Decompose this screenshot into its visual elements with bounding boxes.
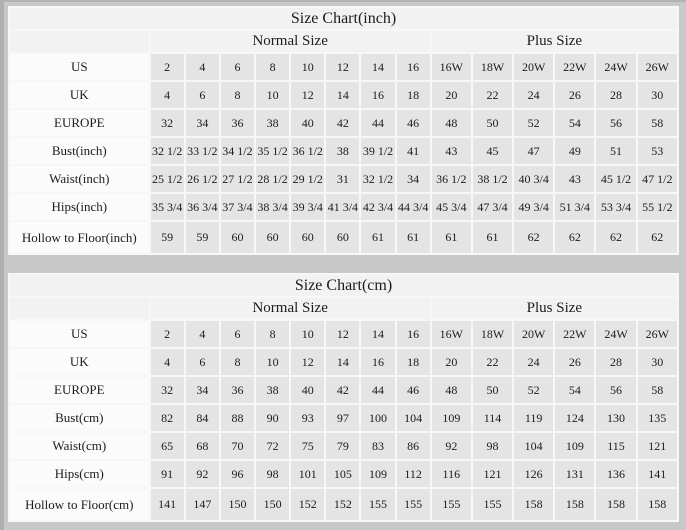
row-label: EUROPE [10,377,149,403]
table-title-row [10,8,677,29]
value-cell: 30 [638,82,677,108]
value-cell: 18W [473,321,512,347]
value-cell: 56 [596,110,635,136]
value-cell: 152 [291,489,324,520]
size-chart-cm-table [8,273,679,522]
value-cell: 84 [186,405,219,431]
value-cell: 60 [221,222,254,253]
value-cell: 44 [361,377,394,403]
value-cell: 114 [473,405,512,431]
value-cell: 60 [256,222,289,253]
value-cell: 62 [596,222,635,253]
value-cell: 65 [151,433,184,459]
value-cell: 155 [361,489,394,520]
table-row [10,405,677,431]
value-cell: 39 3/4 [291,194,324,220]
value-cell: 41 3/4 [326,194,359,220]
value-cell: 33 1/2 [186,138,219,164]
value-cell: 51 [596,138,635,164]
value-cell: 44 3/4 [397,194,430,220]
value-cell: 38 [326,138,359,164]
row-label: Hips(inch) [10,194,149,220]
value-cell: 16 [397,321,430,347]
value-cell: 126 [514,461,553,487]
row-label: Bust(inch) [10,138,149,164]
table-row [10,349,677,375]
value-cell: 12 [291,82,324,108]
value-cell: 16 [397,54,430,80]
value-cell: 79 [326,433,359,459]
value-cell: 150 [221,489,254,520]
value-cell: 40 [291,377,324,403]
value-cell: 158 [514,489,553,520]
value-cell: 49 3/4 [514,194,553,220]
value-cell: 30 [638,349,677,375]
value-cell: 101 [291,461,324,487]
plus-size-header: Plus Size [432,31,677,52]
value-cell: 24 [514,349,553,375]
corner-cell [10,31,149,52]
value-cell: 12 [326,321,359,347]
table-row [10,194,677,220]
table-row [10,54,677,80]
value-cell: 45 1/2 [596,166,635,192]
row-label: EUROPE [10,110,149,136]
row-label: US [10,54,149,80]
value-cell: 90 [256,405,289,431]
value-cell: 36 1/2 [432,166,471,192]
value-cell: 47 3/4 [473,194,512,220]
value-cell: 45 3/4 [432,194,471,220]
table-row [10,138,677,164]
value-cell: 92 [432,433,471,459]
value-cell: 34 1/2 [221,138,254,164]
value-cell: 72 [256,433,289,459]
value-cell: 104 [397,405,430,431]
value-cell: 92 [186,461,219,487]
size-chart-inch-body [10,54,677,253]
value-cell: 49 [555,138,594,164]
value-cell: 42 [326,110,359,136]
table-title: Size Chart(inch) [10,8,677,29]
table-row [10,321,677,347]
value-cell: 155 [432,489,471,520]
value-cell: 34 [186,110,219,136]
value-cell: 83 [361,433,394,459]
row-label: Hollow to Floor(cm) [10,489,149,520]
value-cell: 52 [514,377,553,403]
value-cell: 104 [514,433,553,459]
value-cell: 44 [361,110,394,136]
value-cell: 58 [638,110,677,136]
value-cell: 50 [473,377,512,403]
value-cell: 34 [186,377,219,403]
value-cell: 31 [326,166,359,192]
value-cell: 59 [186,222,219,253]
value-cell: 6 [221,54,254,80]
value-cell: 20 [432,82,471,108]
value-cell: 12 [291,349,324,375]
value-cell: 10 [291,54,324,80]
value-cell: 152 [326,489,359,520]
value-cell: 38 1/2 [473,166,512,192]
value-cell: 37 3/4 [221,194,254,220]
value-cell: 29 1/2 [291,166,324,192]
value-cell: 34 [397,166,430,192]
value-cell: 93 [291,405,324,431]
table-title-row [10,275,677,296]
value-cell: 48 [432,377,471,403]
value-cell: 59 [151,222,184,253]
value-cell: 96 [221,461,254,487]
value-cell: 20W [514,54,553,80]
value-cell: 48 [432,110,471,136]
value-cell: 141 [638,461,677,487]
value-cell: 61 [473,222,512,253]
value-cell: 150 [256,489,289,520]
value-cell: 18 [397,349,430,375]
value-cell: 86 [397,433,430,459]
size-group-header-row [10,31,677,52]
normal-size-header: Normal Size [151,31,430,52]
value-cell: 124 [555,405,594,431]
table-row [10,461,677,487]
table-row [10,489,677,520]
value-cell: 109 [432,405,471,431]
value-cell: 54 [555,110,594,136]
value-cell: 98 [256,461,289,487]
value-cell: 158 [555,489,594,520]
value-cell: 61 [432,222,471,253]
value-cell: 155 [473,489,512,520]
value-cell: 6 [186,82,219,108]
value-cell: 46 [397,377,430,403]
value-cell: 8 [221,82,254,108]
value-cell: 12 [326,54,359,80]
value-cell: 53 3/4 [596,194,635,220]
table-row [10,222,677,253]
value-cell: 36 1/2 [291,138,324,164]
value-cell: 24W [596,321,635,347]
value-cell: 62 [555,222,594,253]
value-cell: 121 [473,461,512,487]
value-cell: 50 [473,110,512,136]
value-cell: 109 [361,461,394,487]
value-cell: 4 [151,82,184,108]
value-cell: 53 [638,138,677,164]
value-cell: 4 [186,54,219,80]
row-label: Waist(inch) [10,166,149,192]
value-cell: 40 3/4 [514,166,553,192]
value-cell: 115 [596,433,635,459]
value-cell: 158 [638,489,677,520]
value-cell: 39 1/2 [361,138,394,164]
row-label: Waist(cm) [10,433,149,459]
table-row [10,110,677,136]
value-cell: 155 [397,489,430,520]
value-cell: 68 [186,433,219,459]
table-title: Size Chart(cm) [10,275,677,296]
value-cell: 26W [638,54,677,80]
value-cell: 135 [638,405,677,431]
size-chart-inch-table [8,6,679,255]
value-cell: 35 1/2 [256,138,289,164]
value-cell: 36 [221,110,254,136]
value-cell: 56 [596,377,635,403]
value-cell: 4 [186,321,219,347]
value-cell: 26 1/2 [186,166,219,192]
value-cell: 14 [361,54,394,80]
value-cell: 158 [596,489,635,520]
value-cell: 38 3/4 [256,194,289,220]
value-cell: 6 [221,321,254,347]
value-cell: 24W [596,54,635,80]
value-cell: 75 [291,433,324,459]
value-cell: 28 [596,82,635,108]
value-cell: 60 [326,222,359,253]
value-cell: 51 3/4 [555,194,594,220]
value-cell: 16 [361,82,394,108]
value-cell: 109 [555,433,594,459]
value-cell: 61 [361,222,394,253]
value-cell: 131 [555,461,594,487]
value-cell: 18W [473,54,512,80]
table-row [10,433,677,459]
table-row [10,377,677,403]
value-cell: 27 1/2 [221,166,254,192]
value-cell: 22 [473,349,512,375]
value-cell: 2 [151,54,184,80]
value-cell: 8 [221,349,254,375]
value-cell: 32 1/2 [361,166,394,192]
value-cell: 38 [256,377,289,403]
value-cell: 36 3/4 [186,194,219,220]
value-cell: 22W [555,321,594,347]
value-cell: 88 [221,405,254,431]
value-cell: 97 [326,405,359,431]
value-cell: 70 [221,433,254,459]
value-cell: 32 [151,110,184,136]
value-cell: 116 [432,461,471,487]
value-cell: 26W [638,321,677,347]
value-cell: 43 [432,138,471,164]
value-cell: 26 [555,82,594,108]
value-cell: 14 [326,349,359,375]
value-cell: 54 [555,377,594,403]
value-cell: 82 [151,405,184,431]
value-cell: 18 [397,82,430,108]
value-cell: 26 [555,349,594,375]
value-cell: 62 [514,222,553,253]
value-cell: 6 [186,349,219,375]
value-cell: 105 [326,461,359,487]
value-cell: 28 [596,349,635,375]
value-cell: 52 [514,110,553,136]
corner-cell [10,298,149,319]
value-cell: 130 [596,405,635,431]
value-cell: 43 [555,166,594,192]
value-cell: 41 [397,138,430,164]
value-cell: 100 [361,405,394,431]
row-label: Bust(cm) [10,405,149,431]
value-cell: 62 [638,222,677,253]
value-cell: 8 [256,321,289,347]
value-cell: 20W [514,321,553,347]
value-cell: 98 [473,433,512,459]
row-label: UK [10,82,149,108]
size-group-header-row [10,298,677,319]
value-cell: 141 [151,489,184,520]
value-cell: 36 [221,377,254,403]
value-cell: 16 [361,349,394,375]
value-cell: 2 [151,321,184,347]
value-cell: 14 [326,82,359,108]
value-cell: 121 [638,433,677,459]
value-cell: 22 [473,82,512,108]
value-cell: 38 [256,110,289,136]
value-cell: 40 [291,110,324,136]
value-cell: 58 [638,377,677,403]
value-cell: 45 [473,138,512,164]
value-cell: 22W [555,54,594,80]
value-cell: 10 [256,82,289,108]
value-cell: 147 [186,489,219,520]
row-label: Hollow to Floor(inch) [10,222,149,253]
normal-size-header: Normal Size [151,298,430,319]
value-cell: 112 [397,461,430,487]
value-cell: 16W [432,321,471,347]
value-cell: 60 [291,222,324,253]
value-cell: 4 [151,349,184,375]
value-cell: 55 1/2 [638,194,677,220]
value-cell: 119 [514,405,553,431]
value-cell: 42 3/4 [361,194,394,220]
value-cell: 136 [596,461,635,487]
value-cell: 16W [432,54,471,80]
value-cell: 8 [256,54,289,80]
value-cell: 91 [151,461,184,487]
value-cell: 32 [151,377,184,403]
value-cell: 61 [397,222,430,253]
value-cell: 14 [361,321,394,347]
value-cell: 10 [256,349,289,375]
value-cell: 42 [326,377,359,403]
value-cell: 25 1/2 [151,166,184,192]
plus-size-header: Plus Size [432,298,677,319]
table-row [10,82,677,108]
value-cell: 35 3/4 [151,194,184,220]
value-cell: 47 1/2 [638,166,677,192]
value-cell: 20 [432,349,471,375]
size-chart-cm-body [10,321,677,520]
value-cell: 10 [291,321,324,347]
value-cell: 28 1/2 [256,166,289,192]
row-label: Hips(cm) [10,461,149,487]
row-label: UK [10,349,149,375]
value-cell: 24 [514,82,553,108]
value-cell: 47 [514,138,553,164]
value-cell: 46 [397,110,430,136]
row-label: US [10,321,149,347]
value-cell: 32 1/2 [151,138,184,164]
table-row [10,166,677,192]
